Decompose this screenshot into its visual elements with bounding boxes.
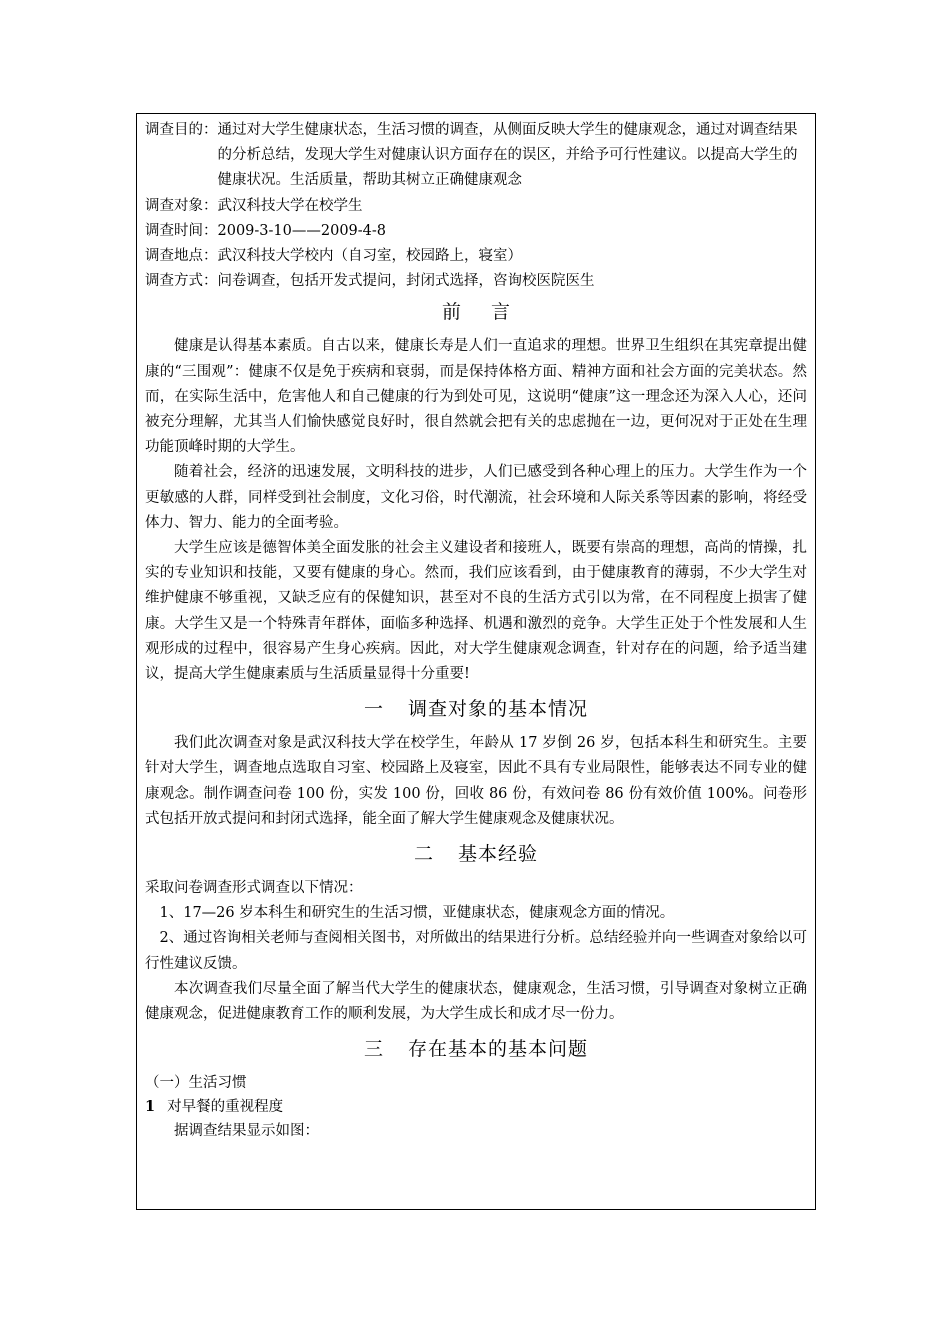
section-3-result-text: 据调查结果显示如图： — [174, 1123, 319, 1140]
section-3-sub-1: （一）生活习惯 — [145, 1075, 247, 1092]
section-3-heading — [145, 1029, 807, 1069]
survey-object — [145, 194, 807, 219]
section-2-item-1: 1、17—26 岁本科生和研究生的生活习惯，亚健康状态，健康观念方面的情况。 — [159, 905, 675, 922]
purpose-text: 通过对大学生健康状态，生活习惯的调查，从侧面反映大学生的健康观念，通过对调查结果的分析总结，发现大学生对健康认识方面存在的误区，并给予可行性建议。以提高大学生的健康状况。生活质量，帮助其树立正确健康观念 — [217, 122, 798, 189]
method-text: 问卷调查，包括开发式提问，封闭式选择，咨询校医院医生 — [217, 273, 595, 290]
time-text: 2009-3-10——2009-4-8 — [217, 222, 387, 239]
document-content — [145, 118, 807, 1143]
section-1-title: 调查对象的基本情况 — [408, 698, 589, 721]
section-2-paragraph: 本次调查我们尽量全面了解当代大学生的健康状态，健康观念，生活习惯，引导调查对象树立正确健康观念，促进健康教育工作的顺利发展，为大学生成长和成才尽一份力。 — [145, 980, 807, 1023]
method-label: 调查方式： — [145, 273, 218, 290]
survey-purpose — [145, 118, 807, 194]
section-1-heading — [145, 689, 807, 729]
object-text: 武汉科技大学在校学生 — [217, 197, 363, 214]
preface-paragraph-1: 健康是认得基本素质。自古以来，健康长寿是人们一直追求的理想。世界卫生组织在其宪章提出健康的“三围观”：健康不仅是免于疾病和衰弱，而是保持体格方面、精神方面和社会方面的完美状态。然而，在实际生活中，危害他人和自己健康的行为到处可见，这说明“健康”这一理念还为深入人心，还问被充分理解，尤其当人们愉快感觉良好时，很自然就会把有关的忠虑抛在一边，更何况对于正处在生理功能顶峰时期的大学生。 — [145, 338, 807, 456]
section-3-item-1 — [145, 1095, 807, 1119]
survey-place — [145, 244, 807, 269]
section-2-intro: 采取问卷调查形式调查以下情况： — [145, 880, 363, 897]
section-3-item-1-title: 对早餐的重视程度 — [167, 1099, 284, 1116]
survey-method — [145, 269, 807, 294]
time-label: 调查时间： — [145, 222, 218, 239]
object-label: 调查对象： — [145, 197, 218, 214]
section-3-number: 三 — [363, 1038, 384, 1061]
section-2-title: 基本经验 — [458, 843, 539, 866]
section-3-title: 存在基本的基本问题 — [408, 1038, 589, 1061]
place-text: 武汉科技大学校内（自习室，校园路上，寝室） — [217, 248, 522, 265]
purpose-label: 调查目的： — [145, 122, 218, 138]
section-2-item-2: 2、通过咨询相关老师与查阅相关图书，对所做出的结果进行分析。总结经验并向一些调查对象给以可行性建议反馈。 — [145, 930, 807, 972]
section-2-number: 二 — [413, 843, 434, 866]
survey-time — [145, 219, 807, 244]
preface-title: 前言 — [441, 301, 540, 324]
document-frame — [136, 113, 816, 1210]
preface-paragraph-2: 随着社会，经济的迅速发展，文明科技的进步，人们已感受到各种心理上的压力。大学生作为一个更敏感的人群，同样受到社会制度，文化习俗，时代潮流，社会环境和人际关系等因素的影响，将经受体力、智力、能力的全面考验。 — [145, 464, 807, 531]
section-3-item-1-number: 1 — [145, 1098, 156, 1116]
preface-paragraph-3: 大学生应该是德智体美全面发胀的社会主义建设者和接班人，既要有崇高的理想，高尚的情操，扎实的专业知识和技能，又要有健康的身心。然而，我们应该看到，由于健康教育的薄弱，不少大学生对维护健康不够重视，又缺乏应有的保健知识，甚至对不良的生活方式引以为常，在不同程度上损害了健康。大学生又是一个特殊青年群体，面临多种选择、机遇和激烈的竞争。大学生正处于个性发展和人生观形成的过程中，很容易产生身心疾病。因此，对大学生健康观念调查，针对存在的问题，给予适当建议，提高大学生健康素质与生活质量显得十分重要! — [145, 540, 807, 683]
section-1-number: 一 — [363, 698, 384, 721]
section-1-paragraph: 我们此次调查对象是武汉科技大学在校学生，年龄从 17 岁倒 26 岁，包括本科生和研究生。主要针对大学生，调查地点选取自习室、校园路上及寝室，因此不具有专业局限性，能够表达不同专业的健康观念。制作调查问卷 100 份，实发 100 份，回收 86 份，有效问卷 86 份有效价值 100%。问卷形式包括开放式提问和封闭式选择，能全面了解大学生健康观念及健康状况。 — [145, 735, 807, 827]
section-2-heading — [145, 834, 807, 874]
place-label: 调查地点： — [145, 248, 218, 265]
